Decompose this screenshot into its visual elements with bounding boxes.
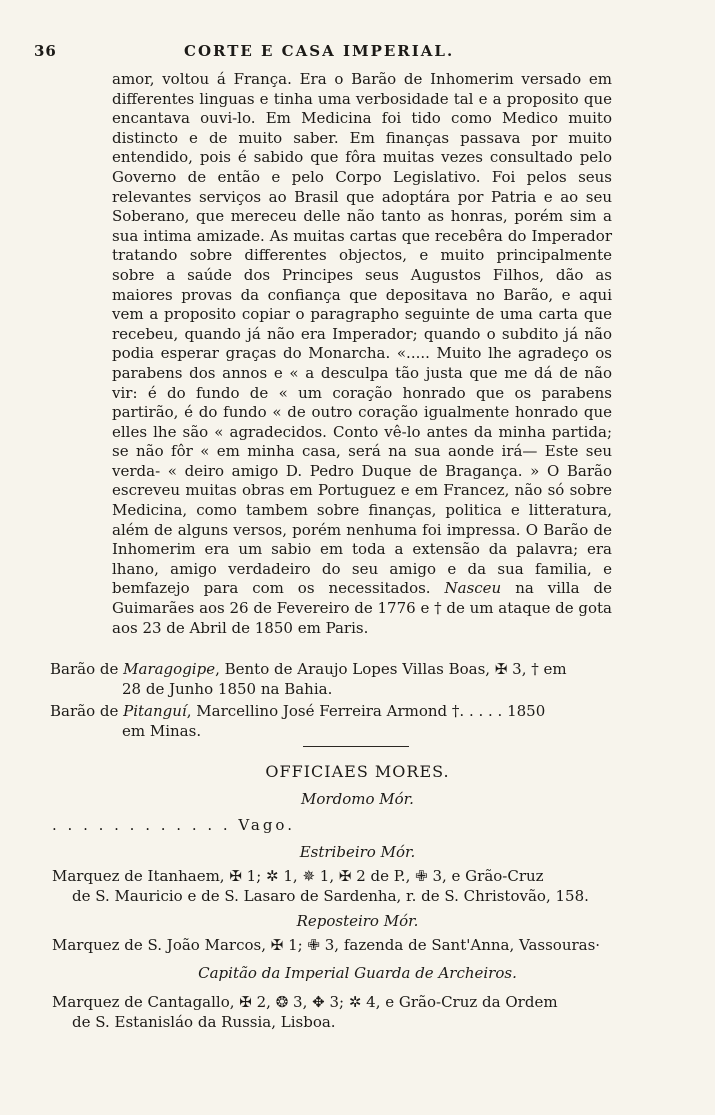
office-holder-line: de S. Estanisláo da Russia, Lisboa.: [72, 1013, 336, 1031]
office-estribeiro-mor: Estribeiro Mór.: [299, 843, 416, 861]
section-title: OFFICIAES MORES.: [265, 762, 450, 781]
page-number: 36: [34, 42, 57, 60]
biography-end-text: na villa de Guimarães aos 26 de Fevereiro de 1776 e † de um ataque de gota aos 23 de Abril de 1850 em Paris.: [112, 579, 612, 637]
office-mordomo-mor: Mordomo Mór.: [301, 790, 414, 808]
office-holder-line: Marquez de Cantagallo, ✠ 2, ❂ 3, ✥ 3; ✲ 4, e Grão-Cruz da Ordem: [52, 993, 558, 1011]
baron-line2: 28 de Junho 1850 na Bahia.: [122, 679, 333, 698]
baron-title: Maragogipe: [123, 660, 216, 678]
nasceu-label: Nasceu: [444, 579, 502, 598]
baron-entry-pitangui: [50, 702, 615, 741]
section-divider: [303, 746, 409, 747]
baron-line2: em Minas.: [122, 721, 202, 740]
baron-entry-maragogipe: [50, 660, 615, 699]
running-head: CORTE E CASA IMPERIAL.: [184, 42, 455, 60]
page-header: [34, 42, 659, 64]
office-reposteiro-mor: Reposteiro Mór.: [296, 912, 419, 930]
baron-title: Pitanguí: [123, 702, 187, 720]
office-capitao-archeiros: Capitão da Imperial Guarda de Archeiros.: [198, 964, 517, 982]
baron-line1: , Bento de Araujo Lopes Villas Boas, ✠ 3, † em: [215, 660, 567, 678]
office-holder-line: Marquez de Itanhaem, ✠ 1; ✲ 1, ✵ 1, ✠ 2 de P., ✙ 3, e Grão-Cruz: [52, 867, 544, 885]
baron-prefix: Barão de: [50, 702, 119, 720]
office-holder-line: de S. Mauricio e de S. Lasaro de Sardenha, r. de S. Christovão, 158.: [72, 887, 589, 905]
biography-text: amor, voltou á França. Era o Barão de Inhomerim versado em differentes linguas e tinha uma verbosidade tal e a proposito que encantava ouvi-lo. Em Medicina foi tido como Medico muito distincto e de muito saber. Em finanças passava por muito entendido, pois é sabido que fôra muitas vezes consultado pelo Governo de então e pelo Corpo Legislativo. Foi pelos seus relevantes serviços ao Brasil que adoptára por Patria e ao seu Soberano, que mereceu delle não tanto as honras, porém sim a sua intima amizade. As muitas cartas que recebêra do Imperador tratando sobre differentes objectos, e muito principalmente sobre a saúde dos Principes seus Augustos Filhos, dão as maiores provas da confiança que depositava no Barão, e aqui vem a proposito copiar o paragrapho seguinte de uma carta que recebeu, quando já não era Imperador; quando o subdito já não podia esperar graças do Monarcha. «..... Muito lhe agradeço os parabens dos annos e « a desculpa tão justa que me dá de não vir: é do fundo de « um coração honrado que os parabens partirão, é do fundo « de outro coração igualmente honrado que elles lhe são « agradecidos. Conto vê-lo antes da minha partida; se não fôr « em minha casa, será na sua aonde irá— Este seu verda- « deiro amigo D. Pedro Duque de Bragança. » O Barão escreveu muitas obras em Portuguez e em Francez, não só sobre Medicina, como tambem sobre finanças, politica e litteratura, além de alguns versos, porém nenhuma foi impressa. O Barão de Inhomerim era um sabio em toda a extensão da palavra; era lhano, amigo verdadeiro do seu amigo e da sua familia, e bemfazejo para com os necessitados.: [112, 70, 612, 598]
office-holder-line: Marquez de S. João Marcos, ✠ 1; ✙ 3, fazenda de Sant'Anna, Vassouras·: [52, 936, 601, 954]
baron-prefix: Barão de: [50, 660, 119, 678]
biography-paragraph: [112, 70, 612, 638]
baron-line1: , Marcellino José Ferreira Armond †. . . . . 1850: [186, 702, 546, 720]
office-holder-line: . . . . . . . . . . . . Vago.: [52, 816, 295, 834]
